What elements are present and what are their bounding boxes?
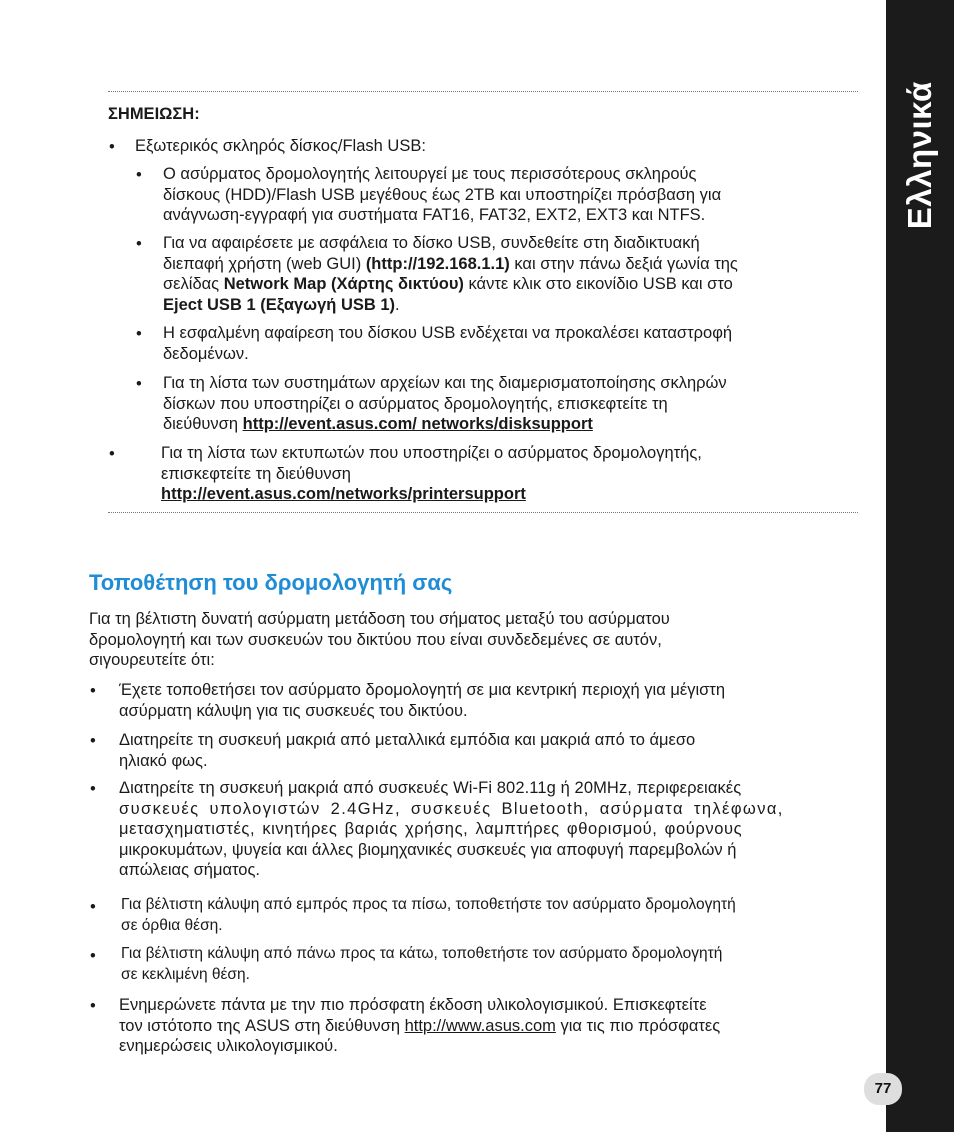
text-line: επισκεφτείτε τη διεύθυνση <box>161 464 351 483</box>
note-sub-item-4 <box>163 373 863 435</box>
text-line: Διατηρείτε τη συσκευή μακριά από συσκευές Wi-Fi 802.11g ή 20MHz, περιφερειακές <box>119 779 742 797</box>
text-line: Για τη βέλτιστη δυνατή ασύρματη μετάδοση του σήματος μεταξύ του ασύρματου <box>89 610 670 628</box>
text-line: συσκευές υπολογιστών 2.4GHz, συσκευές Bluetooth, ασύρματα τηλέφωνα, <box>119 799 784 818</box>
text-line: δεδομένων. <box>163 344 249 363</box>
asus-website-link[interactable]: http://www.asus.com <box>404 1016 556 1035</box>
note-printer-item <box>161 443 861 505</box>
language-text: Ελληνικά <box>900 81 938 229</box>
placement-item-4 <box>121 895 881 936</box>
bullet-icon: • <box>90 997 96 1015</box>
text-span: και στην πάνω δεξιά γωνία της <box>509 254 738 273</box>
usb-item-text: Εξωτερικός σκληρός δίσκος/Flash USB: <box>135 137 426 155</box>
text-line <box>163 254 863 275</box>
text-line <box>119 1016 879 1037</box>
text-line: δίσκων που υποστηρίζει ο ασύρματος δρομολογητής, επισκεφτείτε τη <box>163 394 668 413</box>
text-span: σελίδας <box>163 275 224 293</box>
note-sub-item-2 <box>163 233 863 315</box>
note-sub-item-3 <box>163 323 863 364</box>
section-title: Τοποθέτηση του δρομολογητή σας <box>89 570 453 595</box>
text-line: σε κεκλιμένη θέση. <box>121 965 250 983</box>
text-line: δρομολογητή και των συσκευών του δικτύου που είναι συνδεδεμένες σε αυτόν, <box>89 630 662 649</box>
text-line: Ο ασύρματος δρομολογητής λειτουργεί με τους περισσότερους σκληρούς <box>163 165 697 183</box>
text-line: Για βέλτιστη κάλυψη από πάνω προς τα κάτω, τοποθετήστε τον ασύρματο δρομολογητή <box>121 945 723 962</box>
eject-usb-label: Eject USB 1 (Εξαγωγή USB 1) <box>163 295 396 314</box>
text-span: τον ιστότοπο της ASUS στη διεύθυνση <box>119 1016 405 1035</box>
text-line: δίσκους (HDD)/Flash USB μεγέθους έως 2TB και υποστηρίζει πρόσβαση για <box>163 185 722 204</box>
text-line: μετασχηματιστές, κινητήρες βαριάς χρήσης, λαμπτήρες φθορισμού, φούρνους <box>119 820 743 838</box>
text-span: διεπαφή χρήστη (web GUI) <box>163 254 366 273</box>
text-line <box>163 274 863 295</box>
note-heading: ΣΗΜΕΙΩΣΗ: <box>108 105 200 123</box>
text-line: Για να αφαιρέσετε με ασφάλεια το δίσκο USB, συνδεθείτε στη διαδικτυακή <box>163 234 700 252</box>
text-line: Για τη λίστα των συστημάτων αρχείων και της διαμερισματοποίησης σκληρών <box>163 374 727 392</box>
text-span: . <box>395 295 400 314</box>
bullet-icon: • <box>90 682 96 700</box>
text-line: Διατηρείτε τη συσκευή μακριά από μεταλλικά εμπόδια και μακριά από το άμεσο <box>119 731 696 749</box>
bullet-icon: • <box>136 375 142 393</box>
bullet-icon: • <box>136 235 142 253</box>
text-span: διεύθυνση <box>163 415 243 433</box>
text-line: μικροκυμάτων, ψυγεία και άλλες βιομηχανικές συσκευές για αποφυγή παρεμβολών ή <box>119 840 737 859</box>
bullet-icon: • <box>136 166 142 184</box>
bullet-icon: • <box>109 445 115 463</box>
text-line: Έχετε τοποθετήσει τον ασύρματο δρομολογητή σε μια κεντρική περιοχή για μέγιστη <box>119 681 725 699</box>
note-bottom-divider <box>108 512 858 513</box>
router-ip-address: (http://192.168.1.1) <box>365 254 510 273</box>
placement-item-1 <box>119 680 879 721</box>
note-top-divider <box>108 91 858 92</box>
text-line: ενημερώσεις υλικολογισμικού. <box>119 1037 338 1055</box>
text-line <box>163 414 863 435</box>
bullet-icon: • <box>90 732 96 750</box>
text-line: ηλιακό φως. <box>119 751 208 770</box>
page-number-badge <box>864 1073 902 1105</box>
text-line: σιγουρευτείτε ότι: <box>89 651 215 669</box>
disk-support-link[interactable]: http://event.asus.com/ networks/disksupport <box>242 415 593 433</box>
bullet-icon: • <box>90 780 96 798</box>
bullet-icon: • <box>90 898 96 916</box>
text-line: σε όρθια θέση. <box>121 916 223 934</box>
text-line: Η εσφαλμένη αφαίρεση του δίσκου USB ενδέχεται να προκαλέσει καταστροφή <box>163 324 733 342</box>
text-span: για τις πιο πρόσφατες <box>555 1016 721 1035</box>
printer-support-link[interactable]: http://event.asus.com/networks/printersupport <box>161 485 526 503</box>
placement-item-5 <box>121 944 881 985</box>
text-line <box>163 295 863 316</box>
text-line: απώλειας σήματος. <box>119 861 261 879</box>
text-line: Για τη λίστα των εκτυπωτών που υποστηρίζει ο ασύρματος δρομολογητής, <box>161 444 702 462</box>
language-label <box>886 10 954 300</box>
text-line: Για βέλτιστη κάλυψη από εμπρός προς τα πίσω, τοποθετήστε τον ασύρματο δρομολογητή <box>121 896 736 913</box>
text-line: ασύρματη κάλυψη για τις συσκευές του δικτύου. <box>119 701 468 720</box>
placement-item-3 <box>119 778 866 881</box>
placement-item-6 <box>119 995 879 1057</box>
bullet-icon: • <box>109 138 115 156</box>
text-span: κάντε κλικ στο εικονίδιο USB και στο <box>463 275 733 293</box>
page-number: 77 <box>874 1079 892 1097</box>
text-line: ανάγνωση-εγγραφή για συστήματα FAT16, FAT32, EXT2, EXT3 και NTFS. <box>163 206 706 224</box>
section-intro <box>89 609 879 671</box>
network-map-label: Network Map (Χάρτης δικτύου) <box>223 275 464 293</box>
placement-item-2 <box>119 730 879 771</box>
bullet-icon: • <box>90 947 96 965</box>
text-line: Ενημερώνετε πάντα με την πιο πρόσφατη έκδοση υλικολογισμικού. Επισκεφτείτε <box>119 996 707 1014</box>
bullet-icon: • <box>136 325 142 343</box>
note-sub-item-1 <box>163 164 863 226</box>
